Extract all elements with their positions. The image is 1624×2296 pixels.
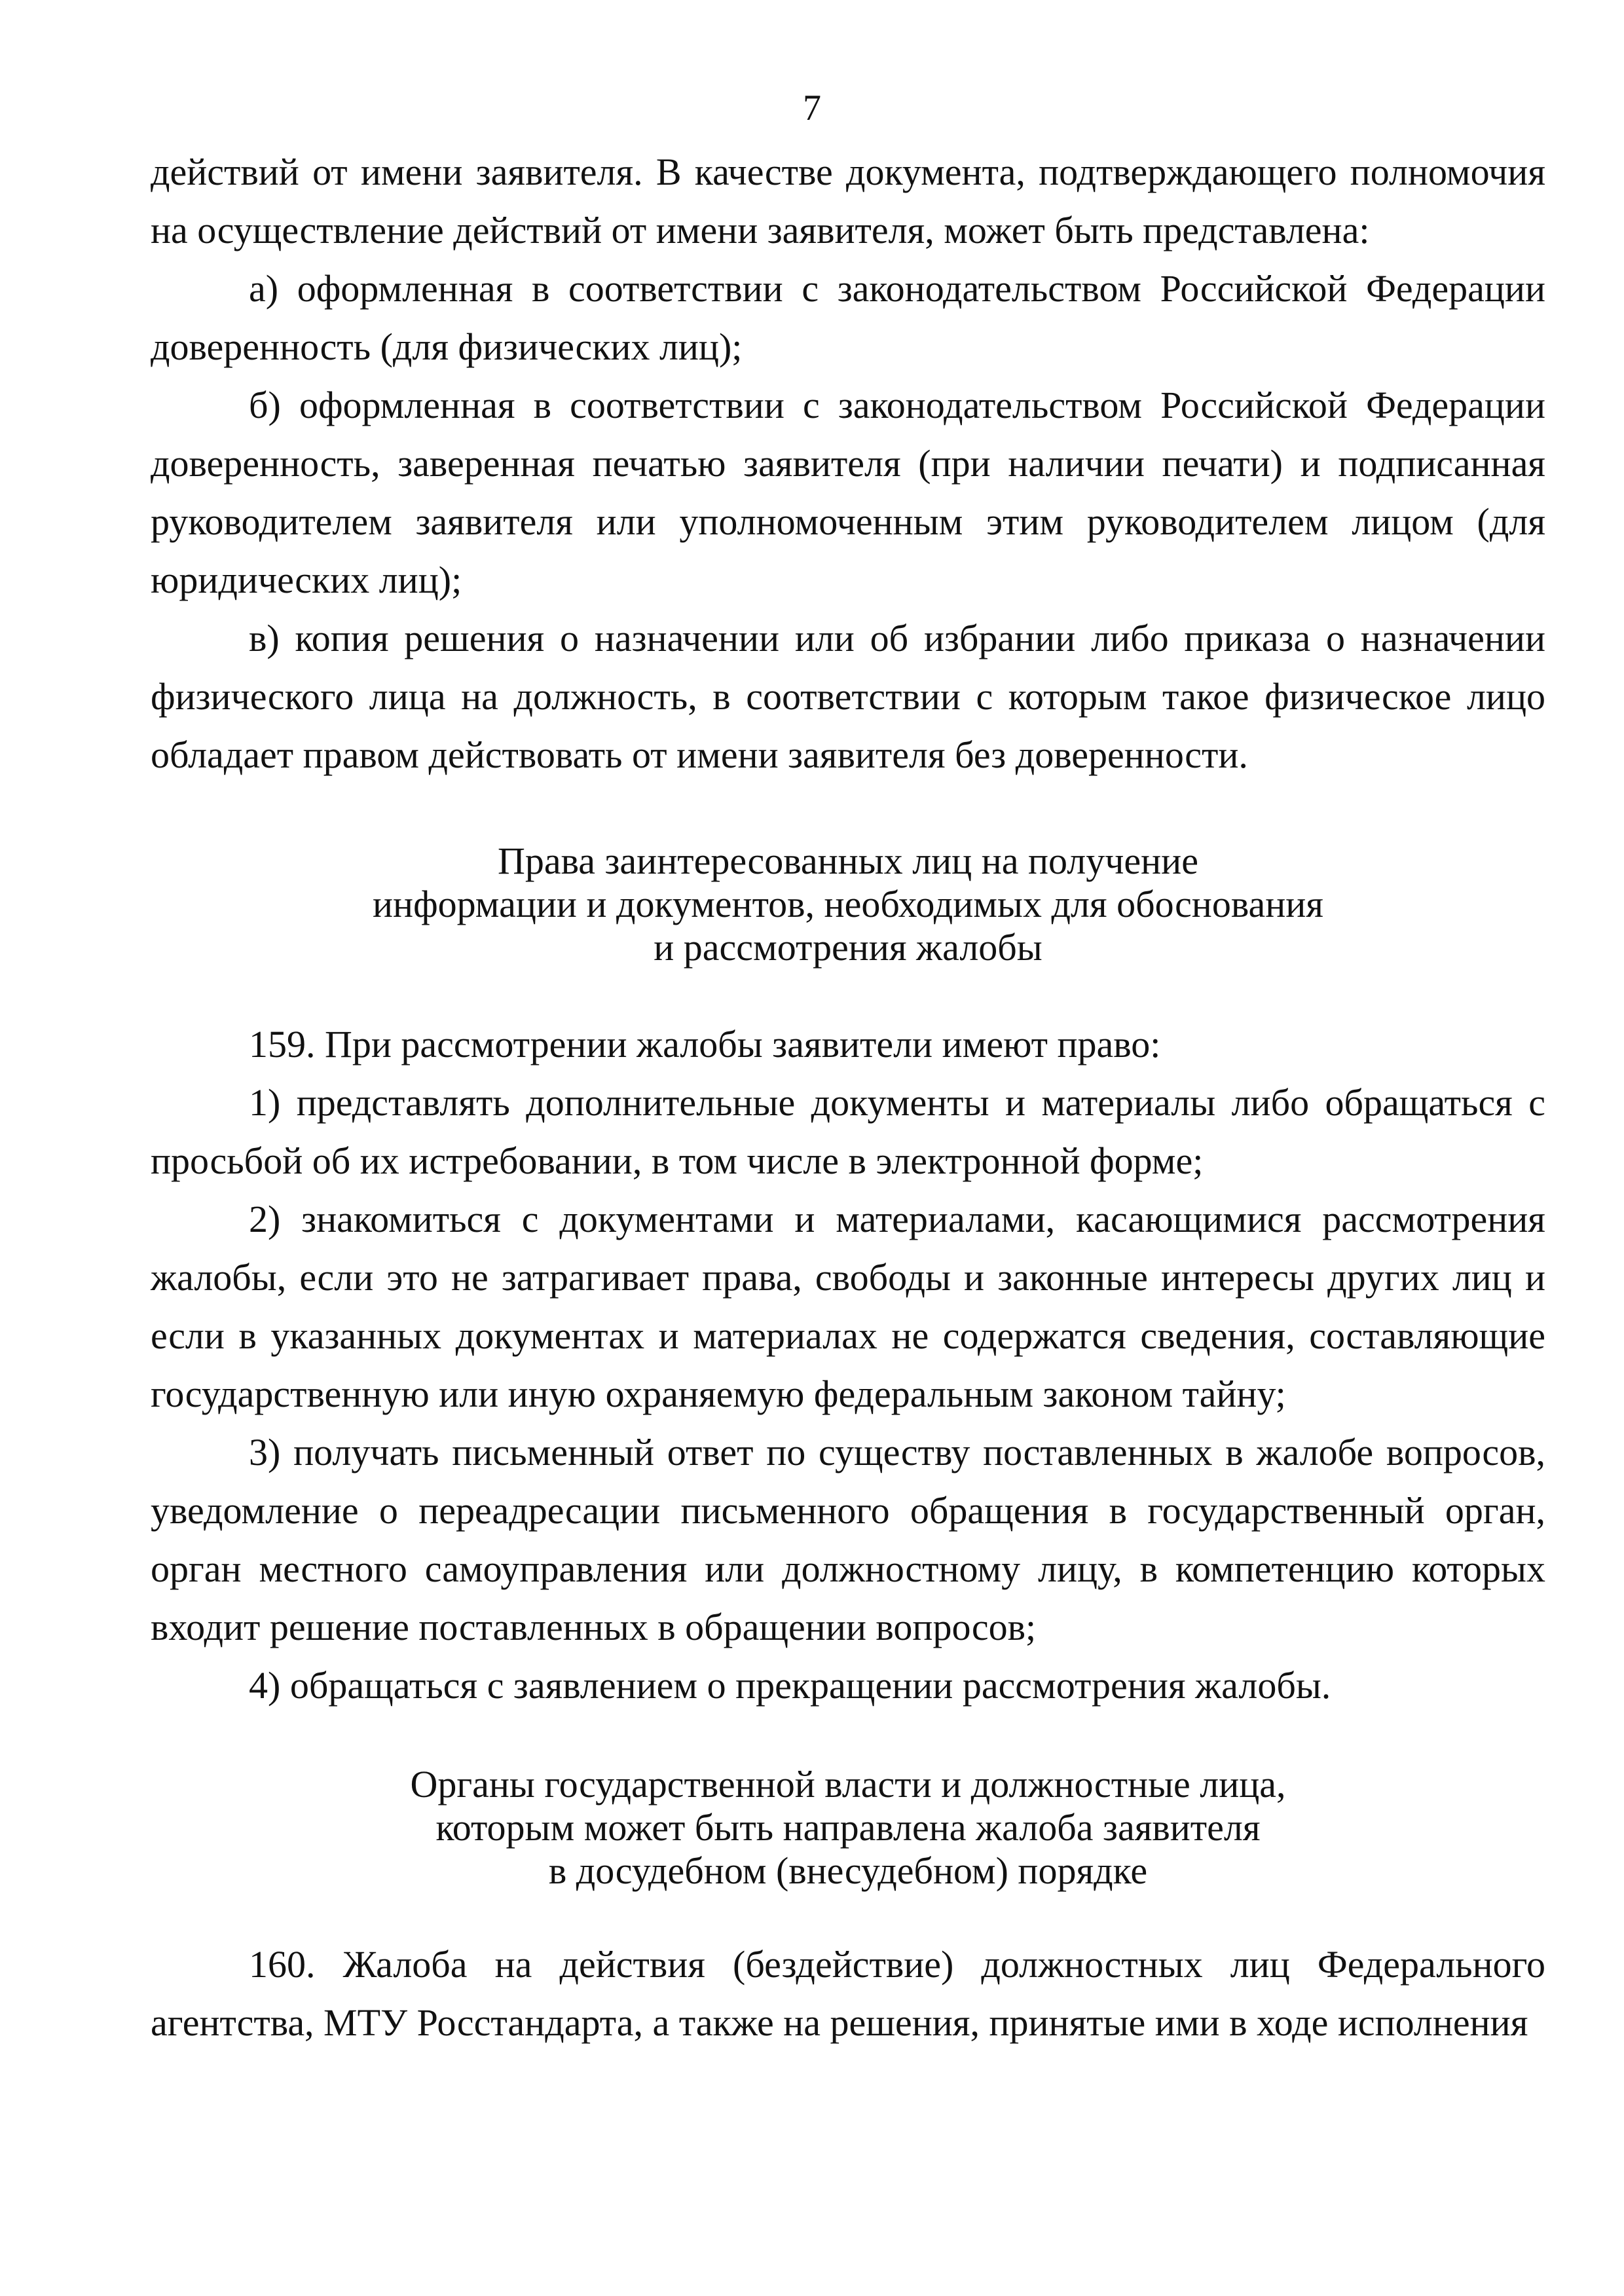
paragraph-item-a: а) оформленная в соответствии с законодательством Российской Федерации доверенность (для физических лиц); [151,267,1545,368]
heading-line: в досудебном (внесудебном) порядке [548,1849,1148,1892]
paragraph-item-b: б) оформленная в соответствии с законодательством Российской Федерации доверенность, заверенная печатью заявителя (при наличии печати) и подписанная руководителем заявителя или уполномоченным этим руководителем лицом (для юридических лиц); [151,384,1545,601]
heading-line: Органы государственной власти и должностные лица, [410,1763,1286,1805]
paragraph-continuation: действий от имени заявителя. В качестве документа, подтверждающего полномочия на осуществление действий от имени заявителя, может быть представлена: [151,151,1545,251]
paragraph-item-3: 3) получать письменный ответ по существу поставленных в жалобе вопросов, уведомление о переадресации письменного обращения в государственный орган, орган местного самоуправления или должностному лицу, в компетенцию которых входит решение поставленных в обращении вопросов; [151,1431,1545,1648]
text-block-middle [151,1015,1545,1714]
text-block-top [151,143,1545,784]
paragraph-item-4: 4) обращаться с заявлением о прекращении рассмотрения жалобы. [249,1664,1331,1707]
paragraph-item-v: в) копия решения о назначении или об избрании либо приказа о назначении физического лица на должность, в соответствии с которым такое физическое лицо обладает правом действовать от имени заявителя без доверенности. [151,617,1545,776]
page-number: 7 [803,88,821,128]
paragraph-item-1: 1) представлять дополнительные документы и материалы либо обращаться с просьбой об их истребовании, в том числе в электронной форме; [151,1081,1545,1182]
heading-line: которым может быть направлена жалоба заявителя [435,1806,1261,1849]
paragraph-item-2: 2) знакомиться с документами и материалами, касающимися рассмотрения жалобы, если это не затрагивает права, свободы и законные интересы других лиц и если в указанных документах и материалах не содержатся сведения, составляющие государственную или иную охраняемую федеральным законом тайну; [151,1198,1545,1415]
heading-line: информации и документов, необходимых для обоснования [373,883,1323,925]
text-block-bottom [151,1935,1545,2052]
paragraph-159: 159. При рассмотрении жалобы заявители имеют право: [249,1023,1161,1065]
paragraph-160: 160. Жалоба на действия (бездействие) должностных лиц Федерального агентства, МТУ Росстандарта, а также на решения, принятые ими в ходе исполнения [151,1943,1545,2044]
section-heading-authorities [151,1763,1545,1893]
heading-line: и рассмотрения жалобы [654,926,1043,969]
section-heading-rights [151,840,1545,969]
heading-line: Права заинтересованных лиц на получение [498,840,1198,882]
